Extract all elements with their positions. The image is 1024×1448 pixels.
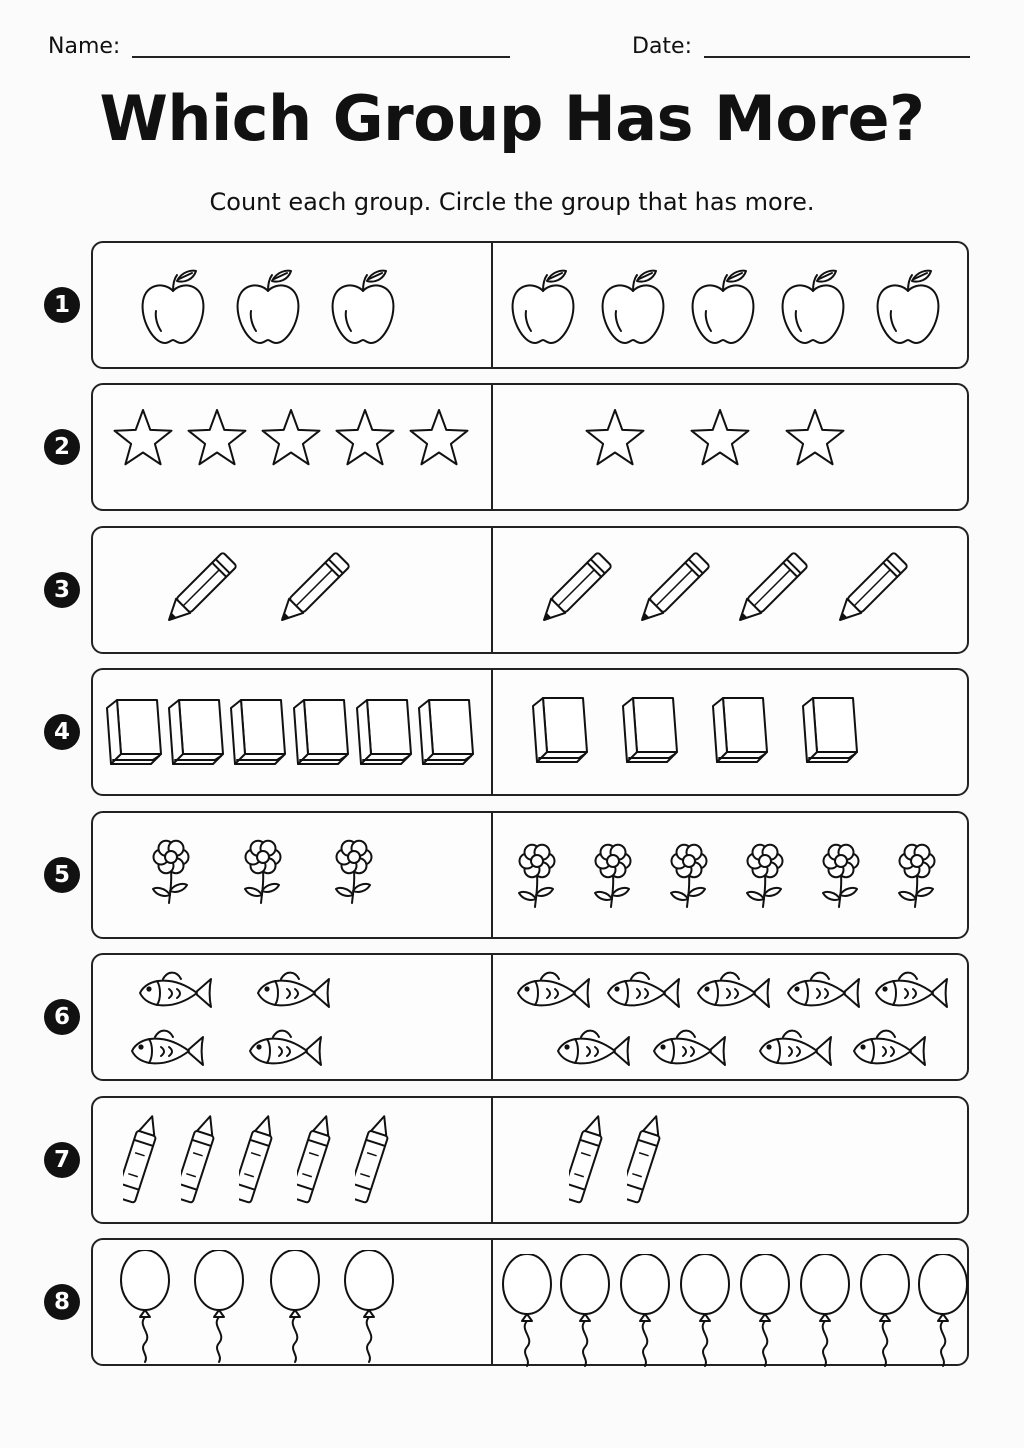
crayon-icon	[181, 1112, 221, 1208]
right-group[interactable]	[493, 955, 967, 1079]
pencil-icon	[158, 546, 238, 636]
star-icon	[185, 407, 249, 471]
book-icon	[797, 692, 861, 768]
question-row-8	[91, 1238, 969, 1366]
balloon-icon	[269, 1250, 323, 1364]
star-icon	[111, 407, 175, 471]
book-icon	[707, 692, 771, 768]
pencil-icon	[631, 546, 711, 636]
book-icon	[351, 694, 415, 770]
apple-icon	[508, 265, 580, 345]
flower-icon	[326, 835, 382, 909]
right-group[interactable]	[493, 243, 967, 367]
flower-icon	[585, 839, 641, 913]
question-number: 1	[44, 287, 80, 323]
pencil-icon	[729, 546, 809, 636]
book-icon	[225, 694, 289, 770]
right-group[interactable]	[493, 813, 967, 937]
question-number: 8	[44, 1284, 80, 1320]
fish-icon	[127, 1025, 207, 1075]
right-group[interactable]	[493, 528, 967, 652]
balloon-icon	[619, 1254, 673, 1368]
balloon-icon	[917, 1254, 971, 1368]
flower-icon	[813, 839, 869, 913]
flower-icon	[661, 839, 717, 913]
book-icon	[101, 694, 165, 770]
star-icon	[583, 407, 647, 471]
star-icon	[688, 407, 752, 471]
apple-icon	[328, 265, 400, 345]
apple-icon	[873, 265, 945, 345]
book-icon	[413, 694, 477, 770]
question-number: 6	[44, 999, 80, 1035]
question-number: 7	[44, 1142, 80, 1178]
flower-icon	[889, 839, 945, 913]
balloon-icon	[739, 1254, 793, 1368]
question-row-2	[91, 383, 969, 511]
fish-icon	[513, 967, 593, 1017]
left-group[interactable]	[93, 1098, 489, 1222]
question-row-6	[91, 953, 969, 1081]
left-group[interactable]	[93, 955, 489, 1079]
date-line[interactable]	[704, 56, 970, 58]
question-number: 4	[44, 714, 80, 750]
pencil-icon	[533, 546, 613, 636]
instructions: Count each group. Circle the group that has more.	[209, 188, 815, 216]
crayon-icon	[569, 1112, 609, 1208]
question-row-1	[91, 241, 969, 369]
apple-icon	[233, 265, 305, 345]
fish-icon	[135, 967, 215, 1017]
crayon-icon	[123, 1112, 163, 1208]
right-group[interactable]	[493, 1240, 967, 1364]
right-group[interactable]	[493, 670, 967, 794]
flower-icon	[509, 839, 565, 913]
crayon-icon	[355, 1112, 395, 1208]
star-icon	[783, 407, 847, 471]
left-group[interactable]	[93, 385, 489, 509]
balloon-icon	[501, 1254, 555, 1368]
book-icon	[617, 692, 681, 768]
star-icon	[333, 407, 397, 471]
balloon-icon	[679, 1254, 733, 1368]
left-group[interactable]	[93, 1240, 489, 1364]
fish-icon	[783, 967, 863, 1017]
question-number: 3	[44, 572, 80, 608]
left-group[interactable]	[93, 528, 489, 652]
fish-icon	[849, 1025, 929, 1075]
balloon-icon	[119, 1250, 173, 1364]
flower-icon	[737, 839, 793, 913]
apple-icon	[138, 265, 210, 345]
question-row-7	[91, 1096, 969, 1224]
crayon-icon	[239, 1112, 279, 1208]
book-icon	[288, 694, 352, 770]
flower-icon	[143, 835, 199, 909]
crayon-icon	[627, 1112, 667, 1208]
left-group[interactable]	[93, 243, 489, 367]
apple-icon	[688, 265, 760, 345]
name-label: Name:	[48, 34, 121, 59]
date-label: Date:	[632, 34, 692, 59]
flower-icon	[235, 835, 291, 909]
fish-icon	[253, 967, 333, 1017]
balloon-icon	[799, 1254, 853, 1368]
question-number: 2	[44, 429, 80, 465]
right-group[interactable]	[493, 385, 967, 509]
star-icon	[407, 407, 471, 471]
book-icon	[527, 692, 591, 768]
left-group[interactable]	[93, 813, 489, 937]
left-group[interactable]	[93, 670, 489, 794]
book-icon	[163, 694, 227, 770]
star-icon	[259, 407, 323, 471]
question-row-5	[91, 811, 969, 939]
fish-icon	[871, 967, 951, 1017]
fish-icon	[603, 967, 683, 1017]
fish-icon	[649, 1025, 729, 1075]
pencil-icon	[271, 546, 351, 636]
name-line[interactable]	[132, 56, 510, 58]
question-number: 5	[44, 857, 80, 893]
balloon-icon	[343, 1250, 397, 1364]
apple-icon	[778, 265, 850, 345]
apple-icon	[598, 265, 670, 345]
balloon-icon	[193, 1250, 247, 1364]
fish-icon	[693, 967, 773, 1017]
fish-icon	[245, 1025, 325, 1075]
right-group[interactable]	[493, 1098, 967, 1222]
page-title: Which Group Has More?	[99, 82, 925, 155]
fish-icon	[755, 1025, 835, 1075]
fish-icon	[553, 1025, 633, 1075]
pencil-icon	[829, 546, 909, 636]
question-row-4	[91, 668, 969, 796]
question-row-3	[91, 526, 969, 654]
balloon-icon	[559, 1254, 613, 1368]
balloon-icon	[859, 1254, 913, 1368]
crayon-icon	[297, 1112, 337, 1208]
